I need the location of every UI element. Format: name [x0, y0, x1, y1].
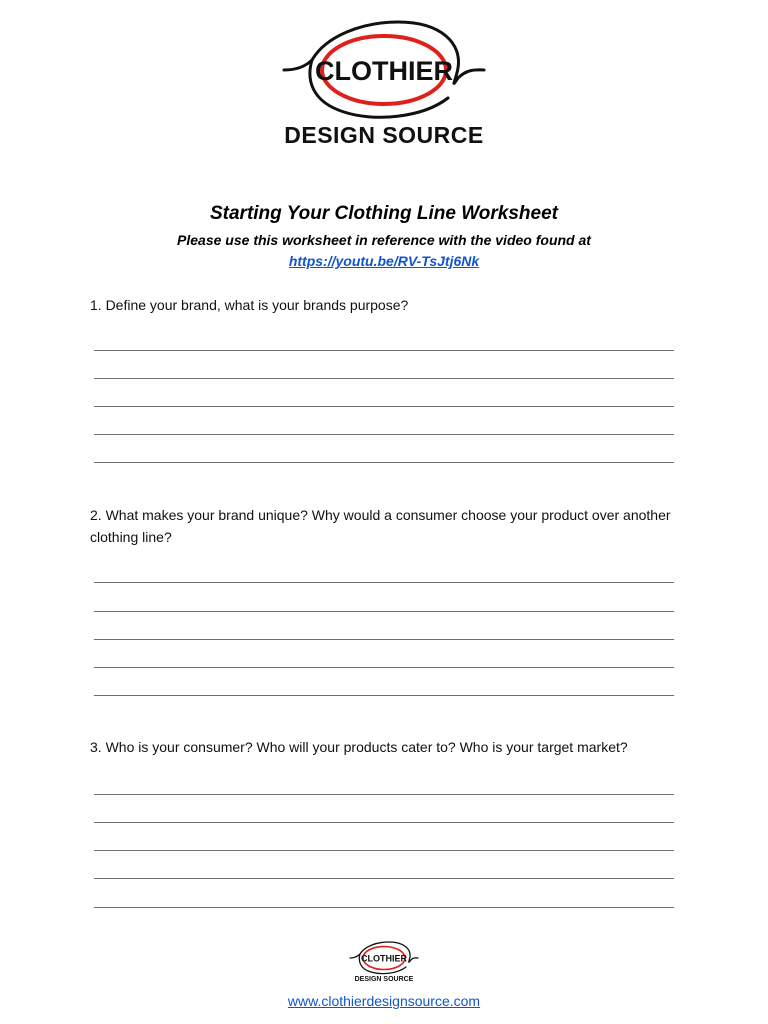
question-3: 3. Who is your consumer? Who will your products cater to? Who is your target market?	[90, 739, 628, 755]
answer-line[interactable]	[94, 667, 674, 668]
answer-line[interactable]	[94, 639, 674, 640]
footer-logo-caption: DESIGN SOURCE	[354, 976, 414, 983]
answer-line[interactable]	[94, 695, 674, 696]
page-title: Starting Your Clothing Line Worksheet	[209, 203, 558, 224]
footer-logo-wordmark: CLOTHIER	[361, 953, 407, 964]
answer-line[interactable]	[94, 611, 674, 612]
logo-caption: DESIGN SOURCE	[284, 122, 484, 148]
answer-line[interactable]	[94, 350, 674, 351]
website-link[interactable]: www.clothierdesignsource.com	[287, 993, 481, 1009]
footer-logo-mark	[349, 940, 419, 978]
logo-wordmark: CLOTHIER	[315, 56, 453, 86]
answer-line[interactable]	[94, 907, 674, 908]
answer-line[interactable]	[94, 794, 674, 795]
footer-logo	[349, 940, 419, 988]
logo-mark	[282, 18, 486, 128]
answer-line[interactable]	[94, 878, 674, 879]
page-subtitle: Please use this worksheet in reference with the video found at	[177, 232, 591, 248]
question-2: 2. What makes your brand unique? Why would a consumer choose your product over another clothing line?	[90, 507, 671, 545]
answer-line[interactable]	[94, 582, 674, 583]
answer-line[interactable]	[94, 434, 674, 435]
brand-logo	[282, 18, 486, 158]
answer-line[interactable]	[94, 378, 674, 379]
answer-line[interactable]	[94, 462, 674, 463]
answer-line[interactable]	[94, 850, 674, 851]
answer-line[interactable]	[94, 822, 674, 823]
question-1: 1. Define your brand, what is your brands purpose?	[90, 297, 409, 313]
answer-line[interactable]	[94, 406, 674, 407]
video-link[interactable]: https://youtu.be/RV-TsJtj6Nk	[288, 253, 480, 269]
